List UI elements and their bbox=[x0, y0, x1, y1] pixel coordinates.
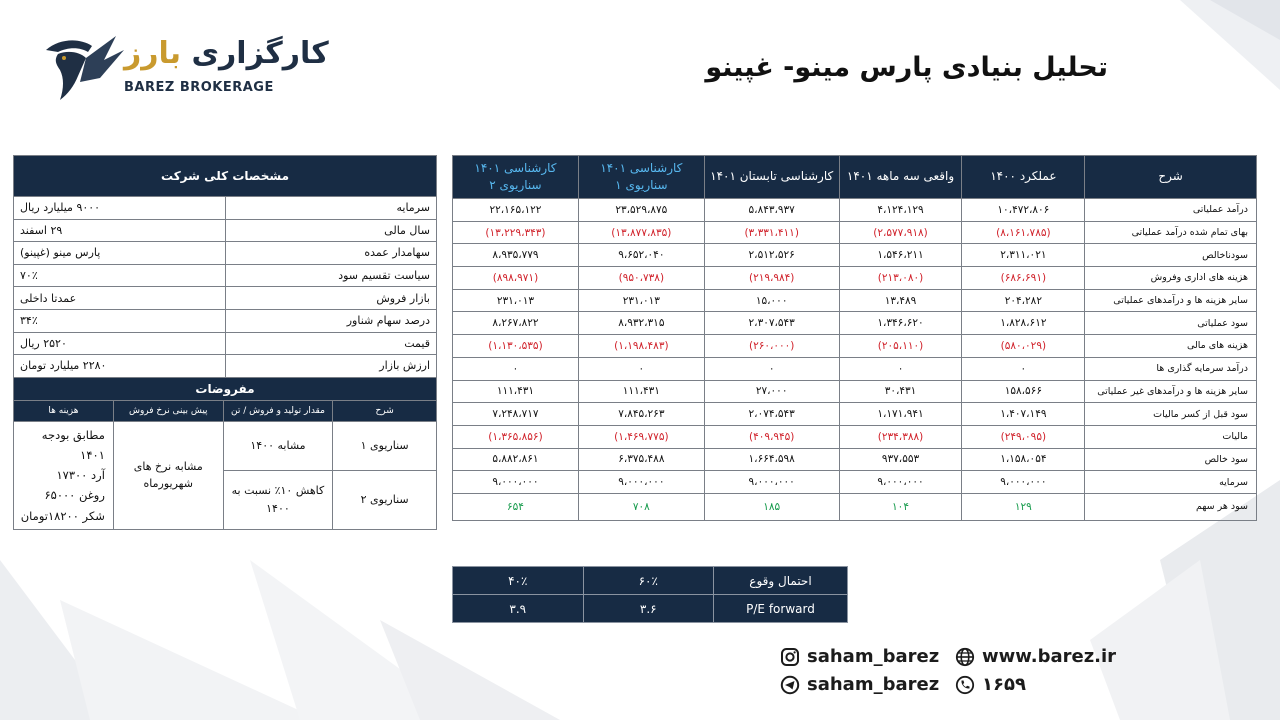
info-value: ۲۵۲۰ ریال bbox=[14, 332, 226, 355]
info-key: درصد سهام شناور bbox=[225, 309, 437, 332]
scenario-1-volume: مشابه ۱۴۰۰ bbox=[223, 422, 333, 471]
table-cell: (۲۰۵،۱۱۰) bbox=[839, 335, 962, 358]
table-row bbox=[453, 267, 1257, 290]
scenario-2-volume: کاهش ۱۰٪ نسبت به ۱۴۰۰ bbox=[223, 471, 333, 529]
table-cell: ۲۳،۵۲۹،۸۷۵ bbox=[578, 199, 704, 222]
financial-forecast-table bbox=[452, 155, 1257, 521]
table-cell: ۱،۸۲۸،۶۱۲ bbox=[962, 312, 1085, 335]
row-label: سایر هزینه ها و درآمدهای عملیاتی bbox=[1085, 289, 1257, 312]
table-cell: ۶،۳۷۵،۴۸۸ bbox=[578, 448, 704, 471]
table-header-row bbox=[453, 156, 1257, 199]
cost-line-sugar: شکر ۱۸۲۰۰تومان bbox=[20, 508, 105, 523]
row-label: سود عملیاتی bbox=[1085, 312, 1257, 335]
assumptions-title: مفروضات bbox=[14, 378, 437, 401]
table-cell: ۲،۳۱۱،۰۲۱ bbox=[962, 244, 1085, 267]
table-cell: ۰ bbox=[578, 357, 704, 380]
info-value: ۳۴٪ bbox=[14, 309, 226, 332]
table-cell: ۰ bbox=[962, 357, 1085, 380]
table-cell: ۵،۸۸۲،۸۶۱ bbox=[453, 448, 579, 471]
info-key: بازار فروش bbox=[225, 287, 437, 310]
table-cell: ۹،۰۰۰،۰۰۰ bbox=[453, 471, 579, 494]
row-label: سود خالص bbox=[1085, 448, 1257, 471]
info-value: ۲۹ اسفند bbox=[14, 219, 226, 242]
table-cell: (۵۸۰،۰۲۹) bbox=[962, 335, 1085, 358]
company-info-table bbox=[13, 155, 437, 378]
table-cell: ۷۰۸ bbox=[578, 493, 704, 520]
row-label: هزینه های مالی bbox=[1085, 335, 1257, 358]
table-row bbox=[453, 244, 1257, 267]
table-cell: (۲۱۳،۰۸۰) bbox=[839, 267, 962, 290]
info-key: سهامدار عمده bbox=[225, 242, 437, 265]
company-info-title: مشخصات کلی شرکت bbox=[14, 156, 437, 197]
table-cell: (۶۸۶،۶۹۱) bbox=[962, 267, 1085, 290]
table-cell: ۹،۰۰۰،۰۰۰ bbox=[704, 471, 839, 494]
table-cell: (۱،۳۶۵،۸۵۶) bbox=[453, 425, 579, 448]
cost-assumptions bbox=[14, 422, 114, 530]
info-row bbox=[14, 287, 437, 310]
table-row bbox=[453, 493, 1257, 520]
table-row bbox=[453, 357, 1257, 380]
table-cell: ۴،۱۲۴،۱۲۹ bbox=[839, 199, 962, 222]
info-row bbox=[14, 219, 437, 242]
brand-logo bbox=[40, 32, 329, 102]
table-row bbox=[453, 380, 1257, 403]
table-cell: (۱،۱۹۸،۴۸۳) bbox=[578, 335, 704, 358]
website-contact[interactable]: www.barez.ir bbox=[955, 646, 1116, 667]
info-value: ۷۰٪ bbox=[14, 264, 226, 287]
table-cell: (۸۹۸،۹۷۱) bbox=[453, 267, 579, 290]
table-cell: ۱۸۵ bbox=[704, 493, 839, 520]
telegram-icon bbox=[780, 675, 800, 695]
table-cell: ۰ bbox=[839, 357, 962, 380]
table-cell: ۶۵۴ bbox=[453, 493, 579, 520]
info-row bbox=[14, 264, 437, 287]
table-cell: ۲،۳۰۷،۵۴۳ bbox=[704, 312, 839, 335]
table-cell: (۱،۴۶۹،۷۷۵) bbox=[578, 425, 704, 448]
info-key: ارزش بازار bbox=[225, 355, 437, 378]
table-row bbox=[453, 471, 1257, 494]
probability-scenario-1: ۶۰٪ bbox=[583, 567, 714, 595]
probability-label: احتمال وقوع bbox=[714, 567, 848, 595]
pe-scenario-1: ۳.۶ bbox=[583, 595, 714, 623]
financial-table-body bbox=[453, 199, 1257, 521]
table-cell: ۲۳۱،۰۱۳ bbox=[578, 289, 704, 312]
table-cell: (۲،۵۷۷،۹۱۸) bbox=[839, 221, 962, 244]
table-row bbox=[453, 199, 1257, 222]
row-label: سودناخالص bbox=[1085, 244, 1257, 267]
telegram-contact[interactable]: saham_barez bbox=[780, 674, 939, 695]
table-cell: (۲۱۹،۹۸۴) bbox=[704, 267, 839, 290]
table-cell: (۴۰۹،۹۴۵) bbox=[704, 425, 839, 448]
pe-forward-label: P/E forward bbox=[714, 595, 848, 623]
table-cell: ۱۳،۴۸۹ bbox=[839, 289, 962, 312]
info-key: سال مالی bbox=[225, 219, 437, 242]
table-cell: ۱۰۴ bbox=[839, 493, 962, 520]
table-cell: ۱،۴۰۷،۱۴۹ bbox=[962, 403, 1085, 426]
table-cell: ۲۳۱،۰۱۳ bbox=[453, 289, 579, 312]
table-cell: ۹،۰۰۰،۰۰۰ bbox=[962, 471, 1085, 494]
table-cell: ۹،۰۰۰،۰۰۰ bbox=[578, 471, 704, 494]
instagram-icon bbox=[780, 647, 800, 667]
cost-line-oil: روغن ۶۵۰۰۰ bbox=[44, 488, 105, 503]
table-cell: ۲۰۴،۲۸۲ bbox=[962, 289, 1085, 312]
table-cell: (۳،۳۳۱،۴۱۱) bbox=[704, 221, 839, 244]
pe-scenario-2: ۳.۹ bbox=[453, 595, 584, 623]
info-value: ۹۰۰۰ میلیارد ریال bbox=[14, 197, 226, 220]
table-cell: (۱،۱۳۰،۵۳۵) bbox=[453, 335, 579, 358]
table-cell: (۱۳،۲۲۹،۳۴۳) bbox=[453, 221, 579, 244]
row-label: سرمایه bbox=[1085, 471, 1257, 494]
probability-scenario-2: ۴۰٪ bbox=[453, 567, 584, 595]
info-row bbox=[14, 309, 437, 332]
table-row bbox=[453, 448, 1257, 471]
pe-forward-table bbox=[452, 566, 848, 623]
page-title: تحلیل بنیادی پارس مینو- غپینو bbox=[705, 52, 1108, 83]
table-cell: ۱۱۱،۴۳۱ bbox=[578, 380, 704, 403]
info-key: قیمت bbox=[225, 332, 437, 355]
cost-line-flour: آرد ۱۷۳۰۰ bbox=[56, 468, 105, 483]
info-row bbox=[14, 242, 437, 265]
table-cell: ۹،۶۵۲،۰۴۰ bbox=[578, 244, 704, 267]
table-cell: ۹۳۷،۵۵۳ bbox=[839, 448, 962, 471]
eagle-logo-icon bbox=[40, 32, 130, 102]
table-cell: ۲۷،۰۰۰ bbox=[704, 380, 839, 403]
assumptions-header-volume: مقدار تولید و فروش / تن bbox=[223, 401, 333, 422]
assumptions-header-sales-rate: پیش بینی نرخ فروش bbox=[113, 401, 223, 422]
table-cell: ۱،۳۴۶،۶۲۰ bbox=[839, 312, 962, 335]
assumptions-header-description: شرح bbox=[333, 401, 437, 422]
table-cell: ۱،۱۵۸،۰۵۴ bbox=[962, 448, 1085, 471]
row-label: سود هر سهم bbox=[1085, 493, 1257, 520]
table-row bbox=[453, 221, 1257, 244]
table-cell: ۷،۸۴۵،۲۶۳ bbox=[578, 403, 704, 426]
table-cell: ۱۲۹ bbox=[962, 493, 1085, 520]
info-value: ۲۲۸۰ میلیارد تومان bbox=[14, 355, 226, 378]
info-value: پارس مینو (غپینو) bbox=[14, 242, 226, 265]
table-cell: ۲۲،۱۶۵،۱۲۲ bbox=[453, 199, 579, 222]
table-cell: ۵،۸۴۳،۹۳۷ bbox=[704, 199, 839, 222]
table-cell: ۳۰،۴۳۱ bbox=[839, 380, 962, 403]
assumptions-header-costs: هزینه ها bbox=[14, 401, 114, 422]
row-label: سود قبل از کسر مالیات bbox=[1085, 403, 1257, 426]
row-label: درآمد عملیاتی bbox=[1085, 199, 1257, 222]
phone-contact[interactable]: ۱۶۵۹ bbox=[955, 674, 1026, 695]
row-label: سایر هزینه ها و درآمدهای غیر عملیاتی bbox=[1085, 380, 1257, 403]
column-header-description: شرح bbox=[1085, 156, 1257, 199]
info-row bbox=[14, 332, 437, 355]
table-cell: (۲۶۰،۰۰۰) bbox=[704, 335, 839, 358]
row-label: مالیات bbox=[1085, 425, 1257, 448]
table-cell: ۱،۵۴۶،۲۱۱ bbox=[839, 244, 962, 267]
table-row bbox=[453, 335, 1257, 358]
table-cell: ۸،۲۶۷،۸۲۲ bbox=[453, 312, 579, 335]
table-cell: (۹۵۰،۷۳۸) bbox=[578, 267, 704, 290]
table-cell: ۱۱۱،۴۳۱ bbox=[453, 380, 579, 403]
instagram-contact[interactable]: saham_barez bbox=[780, 646, 939, 667]
row-label: بهای تمام شده درآمد عملیاتی bbox=[1085, 221, 1257, 244]
column-header-q1-1401: واقعی سه ماهه ۱۴۰۱ bbox=[839, 156, 962, 199]
contact-footer bbox=[780, 644, 1117, 704]
column-header-scenario-1: کارشناسی ۱۴۰۱ سناریوی ۱ bbox=[578, 156, 704, 199]
column-header-summer-1401: کارشناسی تابستان ۱۴۰۱ bbox=[704, 156, 839, 199]
row-label: هزینه های اداری وفروش bbox=[1085, 267, 1257, 290]
table-cell: ۰ bbox=[704, 357, 839, 380]
table-row bbox=[453, 425, 1257, 448]
logo-persian-text: کارگزاری بارز bbox=[124, 36, 329, 71]
table-cell: ۱۰،۴۷۲،۸۰۶ bbox=[962, 199, 1085, 222]
scenario-1-name: سناریوی ۱ bbox=[333, 422, 437, 471]
info-row bbox=[14, 355, 437, 378]
scenario-2-name: سناریوی ۲ bbox=[333, 471, 437, 529]
cost-line-budget: مطابق بودجه ۱۴۰۱ bbox=[41, 428, 105, 463]
table-cell: ۷،۲۴۸،۷۱۷ bbox=[453, 403, 579, 426]
info-key: سیاست تقسیم سود bbox=[225, 264, 437, 287]
table-cell: ۱۵،۰۰۰ bbox=[704, 289, 839, 312]
table-row bbox=[453, 312, 1257, 335]
table-cell: ۰ bbox=[453, 357, 579, 380]
table-cell: ۹،۰۰۰،۰۰۰ bbox=[839, 471, 962, 494]
column-header-actual-1400: عملکرد ۱۴۰۰ bbox=[962, 156, 1085, 199]
table-cell: ۲،۵۱۲،۵۲۶ bbox=[704, 244, 839, 267]
table-cell: (۲۳۴،۳۸۸) bbox=[839, 425, 962, 448]
assumptions-table bbox=[13, 377, 437, 530]
table-cell: ۱،۱۷۱،۹۴۱ bbox=[839, 403, 962, 426]
table-row bbox=[453, 289, 1257, 312]
row-label: درآمد سرمایه گذاری ها bbox=[1085, 357, 1257, 380]
table-cell: ۸،۹۳۵،۷۷۹ bbox=[453, 244, 579, 267]
info-value: عمدتا داخلی bbox=[14, 287, 226, 310]
company-info-body bbox=[14, 197, 437, 378]
table-cell: ۱،۶۶۴،۵۹۸ bbox=[704, 448, 839, 471]
info-key: سرمایه bbox=[225, 197, 437, 220]
phone-icon bbox=[955, 675, 975, 695]
column-header-scenario-2: کارشناسی ۱۴۰۱ سناریوی ۲ bbox=[453, 156, 579, 199]
table-row bbox=[453, 403, 1257, 426]
sales-rate-forecast: مشابه نرخ های شهریورماه bbox=[113, 422, 223, 530]
table-cell: ۱۵۸،۵۶۶ bbox=[962, 380, 1085, 403]
info-row bbox=[14, 197, 437, 220]
logo-english-text: BAREZ BROKERAGE bbox=[124, 80, 274, 95]
globe-icon bbox=[955, 647, 975, 667]
table-cell: ۲،۰۷۴،۵۴۳ bbox=[704, 403, 839, 426]
table-cell: (۸،۱۶۱،۷۸۵) bbox=[962, 221, 1085, 244]
table-cell: ۸،۹۳۲،۳۱۵ bbox=[578, 312, 704, 335]
table-cell: (۲۴۹،۰۹۵) bbox=[962, 425, 1085, 448]
table-cell: (۱۳،۸۷۷،۸۳۵) bbox=[578, 221, 704, 244]
